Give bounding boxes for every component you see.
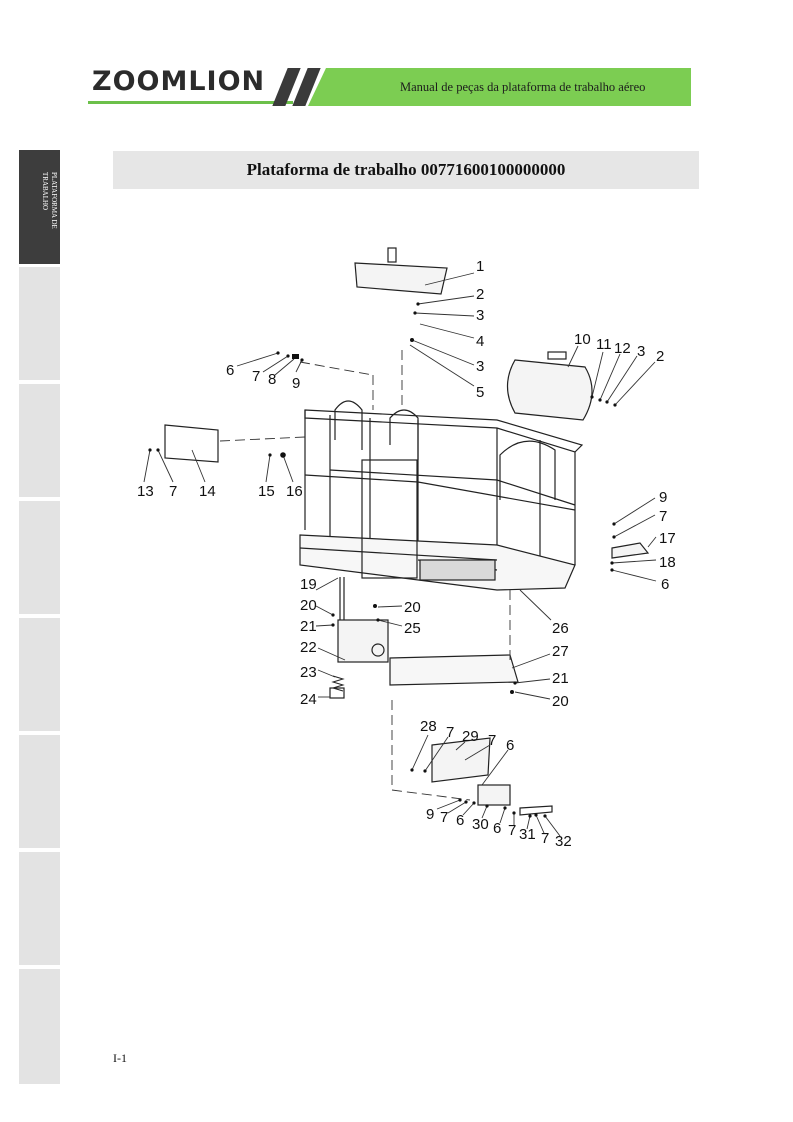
callout-3: 3 xyxy=(476,307,485,324)
callout-23: 23 xyxy=(300,664,317,681)
guide-17 xyxy=(612,543,648,558)
callout-20b: 20 xyxy=(404,599,421,616)
callout-9c: 9 xyxy=(426,806,435,823)
callout-6b: 6 xyxy=(661,576,670,593)
callout-18: 18 xyxy=(659,554,676,571)
control-box xyxy=(355,263,447,294)
callout-2b: 2 xyxy=(656,348,665,365)
callout-4: 4 xyxy=(476,333,485,350)
bracket-29 xyxy=(432,738,490,782)
callout-29: 29 xyxy=(462,728,479,745)
tab-plataforma-label: PLATAFORMA DE TRABALHO xyxy=(41,172,58,229)
callout-11: 11 xyxy=(596,336,612,353)
callout-9b: 9 xyxy=(659,489,668,506)
support-arm xyxy=(390,655,518,685)
callout-16: 16 xyxy=(286,483,303,500)
callout-15: 15 xyxy=(258,483,275,500)
callout-1: 1 xyxy=(476,258,485,275)
callout-3b: 3 xyxy=(476,358,485,375)
callout-13: 13 xyxy=(137,483,154,500)
brand-logo: ZOOMLION xyxy=(92,66,266,97)
callout-25: 25 xyxy=(404,620,421,637)
page-title: Plataforma de trabalho 00771600100000000 xyxy=(246,160,566,179)
bracket-30 xyxy=(478,785,510,805)
callout-8: 8 xyxy=(268,371,277,388)
side-plate xyxy=(165,425,218,462)
callout-14: 14 xyxy=(199,483,216,500)
callout-22: 22 xyxy=(300,639,317,656)
callout-7h: 7 xyxy=(541,830,550,847)
callout-24: 24 xyxy=(300,691,317,708)
callout-7c: 7 xyxy=(659,508,668,525)
callout-7b: 7 xyxy=(169,483,178,500)
callout-6: 6 xyxy=(226,362,235,379)
right-gate-loop xyxy=(500,441,555,500)
callout-31: 31 xyxy=(519,826,536,843)
callout-3c: 3 xyxy=(637,343,646,360)
callout-27: 27 xyxy=(552,643,569,660)
callout-17: 17 xyxy=(659,530,676,547)
callout-20: 20 xyxy=(300,597,317,614)
callout-7f: 7 xyxy=(440,809,449,826)
callout-7g: 7 xyxy=(508,822,517,839)
callout-32: 32 xyxy=(555,833,572,850)
callout-7: 7 xyxy=(252,368,261,385)
callout-20c: 20 xyxy=(552,693,569,710)
callout-12: 12 xyxy=(614,340,631,357)
callout-19: 19 xyxy=(300,576,317,593)
callout-21b: 21 xyxy=(552,670,569,687)
callout-26: 26 xyxy=(552,620,569,637)
callout-6e: 6 xyxy=(493,820,502,837)
cylinder-cover xyxy=(508,360,593,420)
callout-2: 2 xyxy=(476,286,485,303)
callout-7e: 7 xyxy=(488,732,497,749)
callout-10: 10 xyxy=(574,331,591,348)
callout-9: 9 xyxy=(292,375,301,392)
callout-21: 21 xyxy=(300,618,317,635)
callout-30: 30 xyxy=(472,816,489,833)
callout-7d: 7 xyxy=(446,724,455,741)
callout-28: 28 xyxy=(420,718,437,735)
callout-5: 5 xyxy=(476,384,485,401)
page-number: I-1 xyxy=(113,1051,127,1065)
callout-6c: 6 xyxy=(506,737,515,754)
callout-6d: 6 xyxy=(456,812,465,829)
middle-gate-loop xyxy=(390,410,418,460)
manual-title: Manual de peças da plataforma de trabalho aéreo xyxy=(400,80,646,94)
control-box-knob xyxy=(388,248,396,262)
left-gate-loop xyxy=(335,401,362,450)
